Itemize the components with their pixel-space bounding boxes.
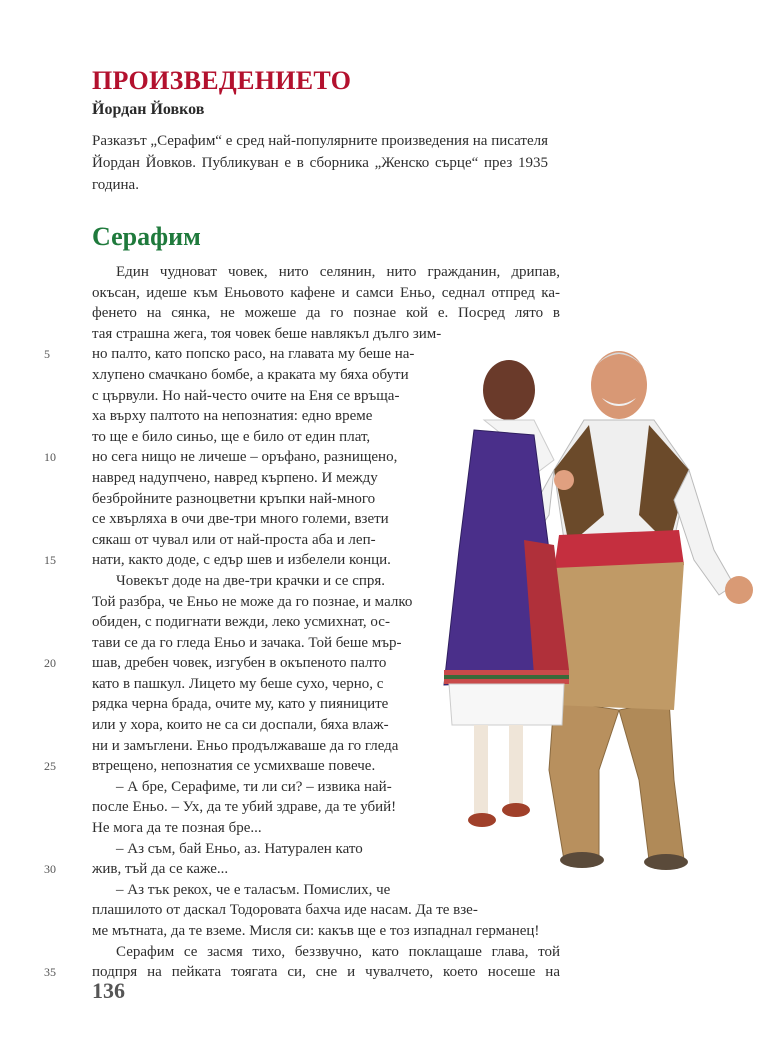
story-line: 15 нати, както доде, с едър шев и избелели конци. [92, 550, 560, 571]
story-line: 20 шав, дребен човек, изгубен в окъпеното палто [92, 653, 560, 674]
story-line: – Аз тък рекох, че е таласъм. Помислих, че [116, 881, 391, 898]
story-title: Серафим [92, 222, 201, 251]
story-line: Той разбра, че Еньо не може да го познае, и малко [92, 593, 413, 610]
story-line: обиден, с подигнати вежди, леко усмихнат, ос- [92, 614, 390, 631]
story-line: ме мътната, да те вземе. Мисля си: какъв ще е тоз изпаднал германец! [92, 923, 540, 939]
story-line: рядка черна брада, очите му, като у пияниците [92, 696, 389, 713]
story-line: то ще е било синьо, ще е било от един плат, [92, 428, 371, 445]
story-line: окъсан, идеше към Еньовото кафене и самси Еньо, седнал отпред ка- [92, 284, 560, 301]
story-line: Един чудноват човек, нито селянин, нито гражданин, дрипав, [116, 264, 560, 280]
story-line: навред надупчено, навред кърпено. И между [92, 469, 378, 486]
story-line: ха върху палтото на непознатия: едно време [92, 408, 373, 425]
story-line: 10 но сега нищо не личеше – оръфано, разнищено, [92, 447, 560, 468]
story-line: се хвърляха в очи две-три много големи, взети [92, 511, 389, 528]
story-line: сякаш от чувал или от най-проста аба и леп- [92, 531, 376, 548]
line-number: 30 [44, 862, 56, 877]
story-line: тави се да го гледа Еньо и зачака. Той беше мър- [92, 634, 402, 651]
line-number: 15 [44, 553, 56, 568]
story-line: плашилото от даскал Тодоровата бахча иде насам. Да те взе- [92, 902, 478, 919]
intro-paragraph: Разказът „Серафим“ е сред най-популярните произведения на писателя Йордан Йовков. Публикуван е в сборника „Женско сърце“ през 1935 година. [92, 133, 548, 193]
story-line: тая страшна жега, тоя човек беше навлякъл дълго зим- [92, 325, 442, 342]
story-line: като в пашкул. Лицето му беше сухо, черно, с [92, 675, 384, 692]
line-number: 10 [44, 450, 56, 465]
story-line: ни и замъглени. Еньо продължаваше да го гледа [92, 737, 399, 754]
line-number: 25 [44, 759, 56, 774]
dancing-couple-illustration [404, 340, 764, 885]
line-number: 35 [44, 965, 56, 980]
story-line: – А бре, Серафиме, ти ли си? – извика най- [116, 778, 392, 795]
story-line: с цървули. Но най-често очите на Еня се връща- [92, 387, 400, 404]
story-line: – Аз съм, бай Еньо, аз. Натурален като [116, 840, 363, 857]
story-line: фенето на сянка, не можеше да го познае кой е. Посред лято в [92, 305, 560, 322]
story-line: безбройните разноцветни кръпки най-много [92, 490, 376, 507]
line-number: 20 [44, 656, 56, 671]
story-line: 5 но палто, като попско расо, на главата му беше на- [92, 344, 560, 365]
line-number: 5 [44, 347, 50, 362]
page-number: 136 [92, 978, 125, 1003]
story-line: или у хора, които не са си доспали, бяха влаж- [92, 717, 389, 734]
story-line: 30 жив, тъй да се каже... [92, 859, 560, 880]
story-line: 35 подпря на пейката тоягата си, сне и чувалчето, което носеше на [92, 962, 560, 983]
story-line: Не мога да те позная бре... [92, 820, 262, 837]
section-title: ПРОИЗВЕДЕНИЕТО [92, 66, 352, 95]
author-name: Йордан Йовков [92, 101, 205, 118]
story-line: после Еньо. – Ух, да те убий здраве, да те убий! [92, 799, 397, 816]
story-line: Човекът доде на две-три крачки и се спря. [116, 572, 386, 589]
story-line: Серафим се засмя тихо, беззвучно, като поклащаше глава, той [116, 943, 560, 960]
story-line: 25 втрещено, непознатия се усмихваше повече. [92, 756, 560, 777]
story-line: хлупено смачкано бомбе, а краката му бяха обути [92, 366, 409, 383]
